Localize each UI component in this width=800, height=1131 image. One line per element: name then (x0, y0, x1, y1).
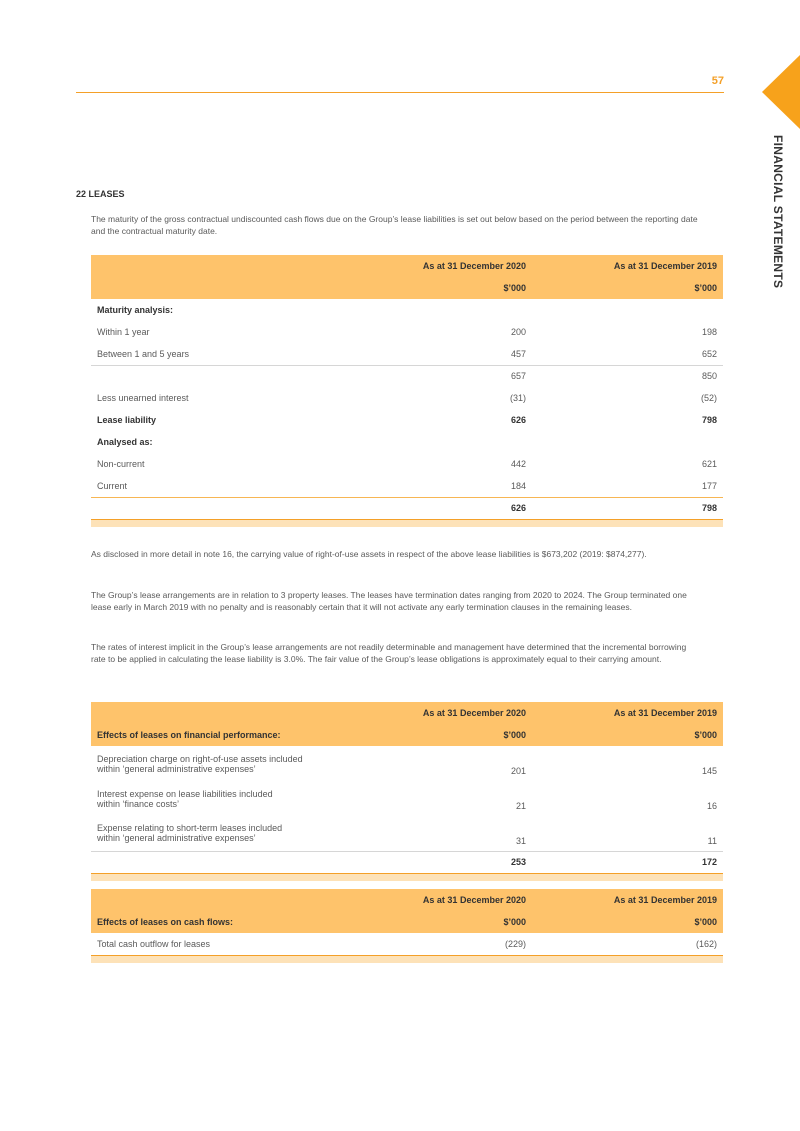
value-2020: 457 (510, 348, 526, 359)
value-2020: (229) (504, 938, 526, 949)
table-unit-row (91, 724, 723, 746)
corner-tab-decoration (762, 55, 800, 129)
performance-table-title: Effects of leases on financial performance: (91, 724, 341, 746)
row-label-line-2: within ‘general administrative expenses’ (97, 763, 256, 774)
cashflow-table-title: Effects of leases on cash flows: (91, 911, 341, 933)
value-2019: (52) (700, 393, 717, 403)
cashflow-table (91, 889, 723, 963)
value-2020: 200 (510, 327, 526, 337)
unit-2019: $’000 (532, 277, 723, 299)
column-header-2020: As at 31 December 2020 (341, 702, 532, 724)
row-label-line-1: Interest expense on lease liabilities included (97, 788, 273, 799)
section-heading: 22 LEASES (76, 189, 125, 199)
column-header-2019: As at 31 December 2019 (532, 255, 723, 277)
value-2020: (31) (509, 393, 526, 403)
total-2020: 626 (341, 497, 532, 519)
table-footer-strip (91, 873, 723, 881)
table-unit-row (91, 911, 723, 933)
unit-2020: $’000 (341, 911, 532, 933)
value-2019: 145 (701, 766, 717, 776)
value-2019: (162) (695, 938, 717, 949)
row-label: Non-current (97, 459, 145, 469)
table-row (91, 343, 723, 365)
value-2020: 184 (510, 480, 526, 491)
value-2019: 11 (707, 835, 717, 846)
table-row (91, 933, 723, 955)
table-header-row (91, 702, 723, 724)
note-paragraph-arrangements: The Group’s lease arrangements are in relation to 3 property leases. The leases have termination dates ranging from 2020 to 2024. The Group terminated one lease early in March 2019 with no penalty and is reasonably certain that it will not activate any early termination clauses in the remaining leases. (91, 590, 687, 612)
header-rule (76, 92, 724, 93)
unit-2020: $’000 (341, 724, 532, 746)
table-row (91, 475, 723, 497)
row-label: Total cash outflow for leases (97, 938, 211, 949)
value-2019: 850 (532, 365, 723, 387)
row-label-line-2: within ‘general administrative expenses’ (97, 833, 256, 844)
maturity-table (91, 255, 723, 527)
total-2019: 798 (532, 497, 723, 519)
table-header-row (91, 889, 723, 911)
table-row (91, 321, 723, 343)
value-2020: 442 (510, 459, 526, 469)
side-section-title-text: FINANCIAL STATEMENTS (771, 135, 785, 289)
unit-2019: $’000 (532, 911, 723, 933)
column-header-2020: As at 31 December 2020 (341, 889, 532, 911)
maturity-analysis-label: Maturity analysis: (97, 305, 174, 315)
analysed-as-label: Analysed as: (97, 437, 153, 447)
table-total-row (91, 851, 723, 873)
side-section-title (769, 135, 785, 289)
value-2019: 798 (701, 415, 717, 425)
table-footer-strip (91, 519, 723, 527)
value-2019: 177 (701, 480, 717, 491)
column-header-2019: As at 31 December 2019 (532, 889, 723, 911)
table-row (91, 781, 723, 816)
value-2020: 31 (515, 835, 526, 846)
performance-table (91, 702, 723, 881)
row-label: Within 1 year (97, 327, 150, 337)
note-paragraph-right-of-use: As disclosed in more detail in note 16, the carrying value of right-of-use assets in respect of the above lease liabilities is $673,202 (2019: $874,277). (91, 549, 647, 559)
row-label-line-1: Expense relating to short-term leases included (97, 823, 283, 834)
row-label: Between 1 and 5 years (97, 348, 190, 359)
table-row (91, 387, 723, 409)
value-2019: 198 (701, 327, 717, 337)
table-row (91, 299, 723, 321)
total-2020: 253 (341, 851, 532, 873)
row-label-line-1: Depreciation charge on right-of-use assets included (97, 753, 303, 764)
table-row (91, 746, 723, 781)
unit-2020: $’000 (341, 277, 532, 299)
table-unit-row (91, 277, 723, 299)
intro-paragraph: The maturity of the gross contractual undiscounted cash flows due on the Group’s lease liabilities is set out below based on the period between the reporting date and the contractual maturity date. (91, 214, 698, 236)
value-2020: 626 (510, 415, 526, 425)
table-row (91, 409, 723, 431)
value-2019: 652 (701, 348, 717, 359)
row-label: Lease liability (97, 415, 157, 425)
value-2019: 621 (701, 459, 717, 469)
page-number: 57 (711, 75, 724, 87)
table-total-row (91, 497, 723, 519)
table-row (91, 365, 723, 387)
table-footer-strip (91, 955, 723, 963)
value-2020: 21 (515, 801, 526, 811)
table-row (91, 431, 723, 453)
row-label: Current (97, 480, 128, 491)
table-row (91, 816, 723, 851)
table-header-row (91, 255, 723, 277)
column-header-2019: As at 31 December 2019 (532, 702, 723, 724)
value-2019: 16 (706, 801, 717, 811)
row-label: Less unearned interest (97, 393, 189, 403)
column-header-2020: As at 31 December 2020 (341, 255, 532, 277)
note-paragraph-interest-rates: The rates of interest implicit in the Group’s lease arrangements are not readily determinable and management have determined that the incremental borrowing rate to be applied in calculating the lease liability is 3.0%. The fair value of the Group’s lease obligations is approximately equal to their carrying amount. (91, 642, 687, 664)
unit-2019: $’000 (532, 724, 723, 746)
value-2020: 657 (341, 365, 532, 387)
row-label-line-2: within ‘finance costs’ (97, 798, 180, 809)
row-label (91, 365, 341, 387)
total-2019: 172 (532, 851, 723, 873)
table-row (91, 453, 723, 475)
value-2020: 201 (510, 766, 526, 776)
